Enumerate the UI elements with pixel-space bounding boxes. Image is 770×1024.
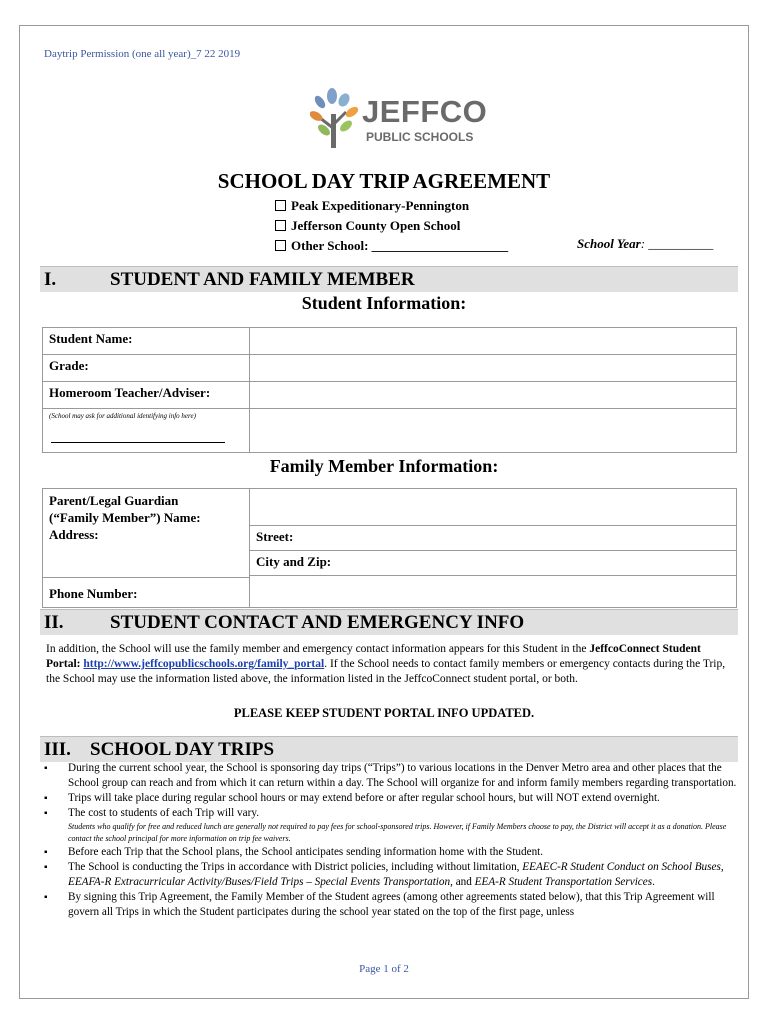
jeffco-logo [310,88,500,154]
logo-wordmark: JEFFCO [362,94,488,129]
teacher-input[interactable] [249,381,737,409]
school-option-other[interactable]: Other School: _____________________ [275,236,508,256]
page-number: Page 1 of 2 [359,963,409,975]
extra-info-blank[interactable] [51,442,225,443]
logo-subtitle: PUBLIC SCHOOLS [366,130,474,144]
family-info-heading: Family Member Information: [269,456,499,476]
student-info-heading: Student Information: [301,293,467,313]
list-item: ▪ Before each Trip that the School plans, the School anticipates sending information home with the Student. [42,845,742,860]
section-number: II. [44,612,64,633]
section-title: STUDENT CONTACT AND EMERGENCY INFO [110,612,525,633]
checkbox[interactable] [275,240,286,251]
list-item: ▪ Trips will take place during regular school hours or may extend before or after regular school hours, but will NOT extend overnight. [42,791,742,806]
page-title: SCHOOL DAY TRIP AGREEMENT [217,169,551,193]
street-label: Street: [256,529,294,544]
tree-logo-icon [310,88,360,150]
section-number: I. [44,269,57,290]
phone-label: Phone Number: [42,577,250,608]
city-zip-field[interactable] [249,550,737,576]
contact-paragraph: In addition, the School will use the family member and emergency contact information appears for this Student in the JeffcoConnect Student Portal: http://www.jeffcopublicschools.org/family_portal. If the School needs to contact family members or emergency contacts during the Trip, the School may use the information listed above, the information listed in the JeffcoConnect student portal, or both. [46,643,726,685]
list-item: ▪ By signing this Trip Agreement, the Family Member of the Student agrees (among other agreements stated below), that this Trip Agreement will govern all Trips in which the Student participates during the school year stated on the top of the first page, unless [42,890,742,920]
extra-info-cell[interactable] [42,408,250,453]
portal-notice: PLEASE KEEP STUDENT PORTAL INFO UPDATED. [233,706,535,720]
document-page [19,25,749,999]
section-title: STUDENT AND FAMILY MEMBER [110,269,415,290]
section-3-header [40,736,738,762]
school-option-open[interactable]: Jefferson County Open School [275,216,508,236]
grade-label: Grade: [42,354,250,382]
header-note: Daytrip Permission (one all year)_7 22 2019 [44,48,241,60]
address-label: Address: [49,527,99,542]
grade-input[interactable] [249,354,737,382]
checkbox[interactable] [275,200,286,211]
trip-bullets [42,761,742,920]
school-options [275,196,508,256]
list-item: ▪ The cost to students of each Trip will vary. [42,806,742,821]
school-option-peak[interactable]: Peak Expeditionary-Pennington [275,196,508,216]
student-name-label: Student Name: [42,327,250,355]
street-field[interactable] [249,525,737,551]
section-title: SCHOOL DAY TRIPS [90,739,275,760]
family-portal-link[interactable]: http://www.jeffcopublicschools.org/family_portal [83,658,325,670]
section-2-header [40,609,738,635]
section-number: III. [44,739,71,760]
guardian-name-input[interactable] [249,488,737,526]
guardian-label-line1: Parent/Legal Guardian [49,493,179,508]
portal-name: JeffcoConnect Student Portal: [46,643,701,670]
list-item: ▪ During the current school year, the School is sponsoring day trips (“Trips”) to various locations in the Denver Metro area and other places that the School group can reach and from which it can return within a day. The School will organize for and inform family members regarding transportation. [42,761,742,791]
address-extra-input[interactable] [249,575,737,608]
teacher-label: Homeroom Teacher/Adviser: [42,381,250,409]
city-zip-label: City and Zip: [256,554,332,569]
school-year-field[interactable]: School Year: __________ [577,236,714,251]
checkbox[interactable] [275,220,286,231]
student-name-input[interactable] [249,327,737,355]
guardian-label-line2: (“Family Member”) Name: [49,510,201,525]
section-1-header [40,266,738,292]
extra-info-note: (School may ask for additional identifying info here) [49,412,196,420]
fee-waiver-note: Students who qualify for free and reduced lunch are generally not required to pay fees for school-sponsored trips. However, if Family Members choose to pay, the District will accept it as a donation. Please contact the school principal for more information on trip fee waivers. [68,822,727,843]
extra-info-input[interactable] [249,408,737,453]
list-item: ▪ The School is conducting the Trips in accordance with District policies, including without limitation, EEAEC-R Student Conduct on School Buses, EEAFA-R Extracurricular Activity/Buses/Field Trips – Special Events Transportation, and EEA-R Student Transportation Services. [42,860,742,890]
